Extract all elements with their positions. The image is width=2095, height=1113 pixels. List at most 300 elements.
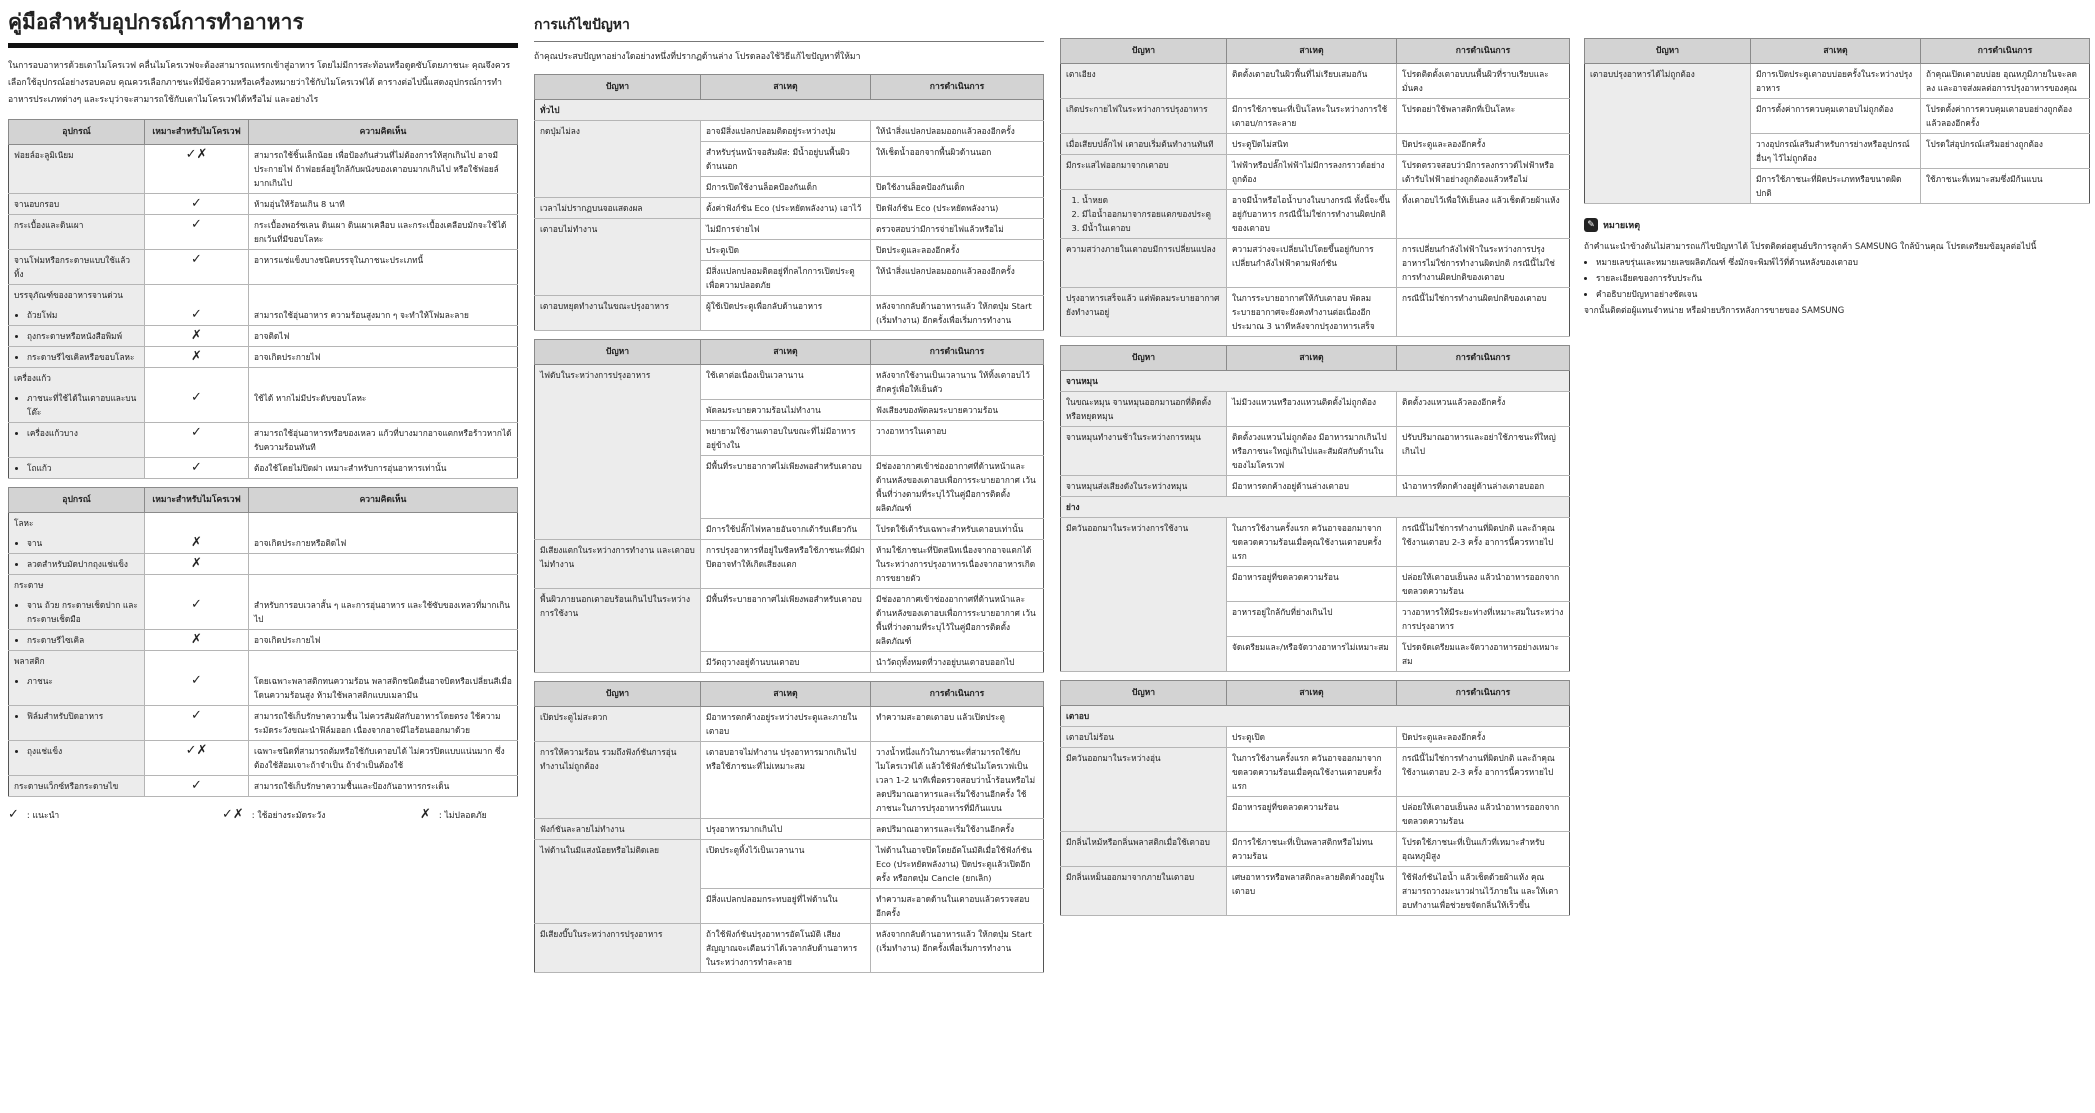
cause-cell: ไม่มีวงแหวนหรือวงแหวนติดตั้งไม่ถูกต้อง — [1227, 392, 1397, 427]
header-cause: สาเหตุ — [701, 682, 871, 707]
utensil-row — [9, 630, 518, 651]
troubleshooting-row — [535, 652, 1044, 673]
utensil-row — [9, 326, 518, 347]
cause-cell: มีการเปิดประตูเตาอบบ่อยครั้งในระหว่างปรุงอาหาร — [1751, 64, 1921, 99]
problem-cell — [535, 652, 701, 673]
action-cell: ทำความสะอาดเตาอบ แล้วเปิดประตู — [871, 707, 1044, 742]
utensil-item — [9, 388, 145, 423]
problem-cell — [1061, 190, 1227, 239]
problem-cell: พื้นผิวภายนอกเตาอบร้อนเกินไปในระหว่างการใช้งาน — [535, 589, 701, 652]
utensil-row — [9, 285, 518, 306]
troubleshooting-row — [535, 456, 1044, 519]
utensil-comment: ห้ามอุ่นให้ร้อนเกิน 8 นาที — [249, 194, 518, 215]
action-cell: ปิดฟังก์ชัน Eco (ประหยัดพลังงาน) — [871, 198, 1044, 219]
action-cell: ไฟด้านในอาจปิดโดยอัตโนมัติเมื่อใช้ฟังก์ชัน Eco (ประหยัดพลังงาน) ปิดประตูแล้วเปิดอีกครั้ง หรือกดปุ่ม Cancle (ยกเลิก) — [871, 840, 1044, 889]
troubleshooting-row — [535, 177, 1044, 198]
header-comments: ความคิดเห็น — [249, 120, 518, 145]
problem-cell: เตาเอียง — [1061, 64, 1227, 99]
problem-cell — [1585, 169, 1751, 204]
cause-cell: มีการใช้ภาชนะที่ผิดประเภทหรือขนาดผิดปกติ — [1751, 169, 1921, 204]
problem-cell — [535, 240, 701, 261]
problem-cell: เตาอบไม่ทำงาน — [535, 219, 701, 240]
utensil-row — [9, 458, 518, 479]
header-utensil: อุปกรณ์ — [9, 120, 145, 145]
utensil-item-list — [15, 329, 139, 343]
utensil-comment — [249, 513, 518, 534]
utensil-category: โลหะ — [9, 513, 145, 534]
note-icon: ✎ — [1584, 218, 1598, 232]
troubleshooting-row — [1061, 567, 1570, 602]
problem-cell — [1061, 637, 1227, 672]
utensil-comment: อาจเกิดประกายหรือติดไฟ — [249, 533, 518, 554]
cause-cell: สำหรับรุ่นหน้าจอสัมผัส: มีน้ำอยู่บนพื้นผิวด้านนอก — [701, 142, 871, 177]
utensil-item — [9, 671, 145, 706]
utensil-comment: สามารถใช้อุ่นอาหารหรือของเหลว แก้วที่บางมากอาจแตกหรือร้าวหากได้รับความร้อนทันที — [249, 423, 518, 458]
cause-cell: มีสิ่งแปลกปลอมกระทบอยู่ที่ไฟด้านใน — [701, 889, 871, 924]
troubleshooting-row — [1585, 99, 2090, 134]
problem-cell — [1061, 567, 1227, 602]
utensil-row — [9, 706, 518, 741]
note-list — [1584, 254, 2090, 302]
utensil-item-list — [15, 426, 139, 440]
utensil-item — [9, 554, 145, 575]
cause-cell: มีการใช้ภาชนะที่เป็นโลหะในระหว่างการใช้เตาอบ/การละลาย — [1227, 99, 1397, 134]
troubleshooting-table-turntable-grill — [1060, 345, 1570, 672]
section-title: การแก้ไขปัญหา — [534, 14, 1044, 42]
utensil-category: กระดาษแว็กซ์หรือกระดาษไข — [9, 776, 145, 797]
note-item: • รายละเอียดของการรับประกัน — [1596, 270, 2090, 286]
troubleshooting-row — [535, 540, 1044, 589]
action-cell: ปิดประตูและลองอีกครั้ง — [871, 240, 1044, 261]
problem-cell — [535, 456, 701, 519]
action-cell: ทิ้งเตาอบไว้เพื่อให้เย็นลง แล้วเช็ดด้วยผ้าแห้ง — [1397, 190, 1570, 239]
cause-cell: ไฟฟ้าหรือปลั๊กไฟฟ้าไม่มีการลงกราวด์อย่างถูกต้อง — [1227, 155, 1397, 190]
problem-cell: เวลาไม่ปรากฏบนจอแสดงผล — [535, 198, 701, 219]
troubleshooting-row — [535, 365, 1044, 400]
troubleshooting-row — [535, 924, 1044, 973]
utensil-row — [9, 215, 518, 250]
suitability-mark — [145, 651, 249, 672]
suitability-mark: ✗ — [145, 347, 249, 368]
action-cell: โปรดตั้งค่าการควบคุมเตาอบอย่างถูกต้องแล้วลองอีกครั้ง — [1921, 99, 2090, 134]
cause-cell: มีอาหารตกค้างอยู่ด้านล่างเตาอบ — [1227, 476, 1397, 497]
troubleshooting-table-5 — [1584, 38, 2090, 204]
action-cell: ปล่อยให้เตาอบเย็นลง แล้วนำอาหารออกจากขดลวดความร้อน — [1397, 567, 1570, 602]
action-cell: ห้ามใช้ภาชนะที่ปิดสนิทเนื่องจากอาจแตกได้ในระหว่างการปรุงอาหารเนื่องจากอาหารเกิดการขยายตัว — [871, 540, 1044, 589]
action-cell: นำวัตถุทั้งหมดที่วางอยู่บนเตาอบออกไป — [871, 652, 1044, 673]
action-cell: ปิดประตูและลองอีกครั้ง — [1397, 727, 1570, 748]
utensil-comment: สามารถใช้อุ่นอาหาร ความร้อนสูงมาก ๆ จะทำให้โฟมละลาย — [249, 305, 518, 326]
utensil-item — [9, 326, 145, 347]
suitability-mark: ✗ — [145, 533, 249, 554]
page-title: คู่มือสำหรับอุปกรณ์การทำอาหาร — [8, 6, 518, 48]
suitability-mark: ✓✗ — [145, 741, 249, 776]
troubleshooting-row — [1061, 99, 1570, 134]
action-cell: โปรดใช้เต้ารับเฉพาะสำหรับเตาอบเท่านั้น — [871, 519, 1044, 540]
problem-cell: เตาอบปรุงอาหารได้ไม่ถูกต้อง — [1585, 64, 1751, 99]
problem-cell — [1585, 134, 1751, 169]
suitability-mark — [145, 368, 249, 389]
category-heading: ทั่วไป — [535, 100, 1044, 121]
suitability-mark: ✓ — [145, 194, 249, 215]
action-cell: กรณีนี้ไม่ใช่การทำงานที่ผิดปกติ และถ้าคุณใช้งานเตาอบ 2-3 ครั้ง อาการนี้ควรหายไป — [1397, 518, 1570, 567]
action-cell: โปรดติดตั้งเตาอบบนพื้นผิวที่ราบเรียบและมั่นคง — [1397, 64, 1570, 99]
troubleshooting-row — [1061, 832, 1570, 867]
utensil-comment — [249, 651, 518, 672]
utensil-item-label: • กระดาษรีไซเคิลหรือขอบโลหะ — [27, 350, 139, 364]
cause-cell: มีการใช้ภาชนะที่เป็นพลาสติกหรือไม่ทนความร้อน — [1227, 832, 1397, 867]
utensil-comment: อาจติดไฟ — [249, 326, 518, 347]
cause-cell: วางอุปกรณ์เสริมสำหรับการย่างหรืออุปกรณ์อื่นๆ ไว้ไม่ถูกต้อง — [1751, 134, 1921, 169]
action-cell: ปรับปริมาณอาหารและอย่าใช้ภาชนะที่ใหญ่เกินไป — [1397, 427, 1570, 476]
troubleshooting-row — [535, 296, 1044, 331]
suitability-mark — [145, 513, 249, 534]
cause-cell: มีอาหารตกค้างอยู่ระหว่างประตูและภายในเตาอบ — [701, 707, 871, 742]
cause-cell: มีวัตถุวางอยู่ด้านบนเตาอบ — [701, 652, 871, 673]
cause-cell: มีการเปิดใช้งานล็อคป้องกันเด็ก — [701, 177, 871, 198]
cause-cell: ประตูปิดไม่สนิท — [1227, 134, 1397, 155]
utensil-comment — [249, 368, 518, 389]
header-problem: ปัญหา — [1061, 681, 1227, 706]
cause-cell: มีพื้นที่ระบายอากาศไม่เพียงพอสำหรับเตาอบ — [701, 456, 871, 519]
utensil-item — [9, 347, 145, 368]
action-cell: หลังจากใช้งานเป็นเวลานาน ให้ทิ้งเตาอบไว้สักครู่เพื่อให้เย็นตัว — [871, 365, 1044, 400]
utensil-item-label: • โถแก้ว — [27, 461, 139, 475]
problem-cell: เตาอบไม่ร้อน — [1061, 727, 1227, 748]
cause-cell: ในการระบายอากาศให้กับเตาอบ พัดลมระบายอากาศจะยังคงทำงานต่อเนื่องอีกประมาณ 3 นาทีหลังจากปรุงอาหารเสร็จ — [1227, 288, 1397, 337]
troubleshooting-row — [1061, 134, 1570, 155]
suitability-mark: ✓ — [145, 776, 249, 797]
header-suitable: เหมาะสำหรับไมโครเวฟ — [145, 488, 249, 513]
note-body — [1584, 238, 2090, 318]
utensil-comment: อาหารแช่แข็งบางชนิดบรรจุในภาชนะประเภทนี้ — [249, 250, 518, 285]
problem-cell: จานหมุนส่งเสียงดังในระหว่างหมุน — [1061, 476, 1227, 497]
problem-cell — [535, 177, 701, 198]
utensil-item-label: • ฟิล์มสำหรับปิดอาหาร — [27, 709, 139, 723]
troubleshooting-row — [1061, 392, 1570, 427]
troubleshooting-row — [535, 819, 1044, 840]
utensil-row — [9, 388, 518, 423]
category-heading: เตาอบ — [1061, 706, 1570, 727]
troubleshooting-row — [1061, 64, 1570, 99]
troubleshooting-row — [535, 240, 1044, 261]
cause-cell: เตาอบอาจไม่ทำงาน ปรุงอาหารมากเกินไป หรือใช้ภาชนะที่ไม่เหมาะสม — [701, 742, 871, 819]
troubleshooting-row — [1061, 797, 1570, 832]
legend — [8, 807, 518, 823]
cause-cell: ตั้งค่าฟังก์ชัน Eco (ประหยัดพลังงาน) เอาไว้ — [701, 198, 871, 219]
utensil-category: ฟอยล์อะลูมิเนียม — [9, 145, 145, 194]
utensil-item-list — [15, 308, 139, 322]
legend-recommended: ✓ : แนะนำ — [8, 807, 60, 822]
action-cell: ปล่อยให้เตาอบเย็นลง แล้วนำอาหารออกจากขดลวดความร้อน — [1397, 797, 1570, 832]
utensil-table-2 — [8, 487, 518, 797]
cause-cell: มีพื้นที่ระบายอากาศไม่เพียงพอสำหรับเตาอบ — [701, 589, 871, 652]
cause-cell: ใช้เตาต่อเนื่องเป็นเวลานาน — [701, 365, 871, 400]
utensil-item-label: • ภาชนะ — [27, 674, 139, 688]
action-cell: วางอาหารในเตาอบ — [871, 421, 1044, 456]
header-cause: สาเหตุ — [1227, 346, 1397, 371]
utensil-item-list — [15, 674, 139, 688]
suitability-mark — [145, 285, 249, 306]
troubleshooting-table-3 — [534, 681, 1044, 973]
problem-cell — [1585, 99, 1751, 134]
category-heading: ย่าง — [1061, 497, 1570, 518]
utensil-item-list — [15, 350, 139, 364]
utensil-comment: อาจเกิดประกายไฟ — [249, 347, 518, 368]
problem-cell: การให้ความร้อน รวมถึงฟังก์ชันการอุ่นทำงานไม่ถูกต้อง — [535, 742, 701, 819]
note-item: • คำอธิบายปัญหาอย่างชัดเจน — [1596, 286, 2090, 302]
header-suitable: เหมาะสำหรับไมโครเวฟ — [145, 120, 249, 145]
action-cell: มีช่องอากาศเข้าช่องอากาศที่ด้านหน้าและด้านหลังของเตาอบเพื่อการระบายอากาศ เว้นพื้นที่ว่างตามที่ระบุไว้ในคู่มือการติดตั้งผลิตภัณฑ์ — [871, 456, 1044, 519]
action-cell: โปรดใช้ภาชนะที่เป็นแก้วที่เหมาะสำหรับอุณหภูมิสูง — [1397, 832, 1570, 867]
cause-cell: ปรุงอาหารมากเกินไป — [701, 819, 871, 840]
action-cell: ลดปริมาณอาหารและเริ่มใช้งานอีกครั้ง — [871, 819, 1044, 840]
note-heading — [1584, 218, 2090, 232]
header-action: การดำเนินการ — [1397, 681, 1570, 706]
utensil-comment — [249, 575, 518, 596]
utensil-item — [9, 305, 145, 326]
cause-cell: อาจมีสิ่งแปลกปลอมติดอยู่ระหว่างปุ่ม — [701, 121, 871, 142]
utensil-row — [9, 595, 518, 630]
utensil-item-label: • จาน — [27, 536, 139, 550]
note-item: • หมายเลขรุ่นและหมายเลขผลิตภัณฑ์ ซึ่งมักจะพิมพ์ไว้ที่ด้านหลังของเตาอบ — [1596, 254, 2090, 270]
action-cell: ติดตั้งวงแหวนแล้วลองอีกครั้ง — [1397, 392, 1570, 427]
action-cell: ถ้าคุณเปิดเตาอบบ่อย อุณหภูมิภายในจะลดลง และอาจส่งผลต่อการปรุงอาหารของคุณ — [1921, 64, 2090, 99]
header-problem: ปัญหา — [535, 75, 701, 100]
action-cell: วางอาหารให้มีระยะห่างที่เหมาะสมในระหว่างการปรุงอาหาร — [1397, 602, 1570, 637]
utensil-row — [9, 651, 518, 672]
action-cell: โปรดตรวจสอบว่ามีการลงกราวด์ไฟฟ้าหรือเต้ารับไฟฟ้าอย่างถูกต้องแล้วหรือไม่ — [1397, 155, 1570, 190]
column-cooking-utensils — [8, 0, 518, 823]
problem-cell: มีกลิ่นเหม็นออกมาจากภายในเตาอบ — [1061, 867, 1227, 916]
suitability-mark: ✓ — [145, 595, 249, 630]
troubleshooting-row — [535, 889, 1044, 924]
troubleshooting-table-general — [534, 74, 1044, 331]
action-cell: วางน้ำหนึ่งแก้วในภาชนะที่สามารถใช้กับไมโครเวฟได้ แล้วใช้ฟังก์ชันไมโครเวฟเป็นเวลา 1-2 นาทีเพื่อตรวจสอบว่าน้ำร้อนหรือไม่ ลดปริมาณอาหารและเริ่มใช้งานอีกครั้ง ใช้ภาชนะในการปรุงอาหารที่มีก้นแบน — [871, 742, 1044, 819]
problem-cell: จานหมุนทำงานช้าในระหว่างการหมุน — [1061, 427, 1227, 476]
column-troubleshooting-2 — [1060, 38, 1570, 924]
action-cell: ให้นำสิ่งแปลกปลอมออกแล้วลองอีกครั้ง — [871, 261, 1044, 296]
problem-cell — [535, 519, 701, 540]
utensil-item — [9, 533, 145, 554]
header-action: การดำเนินการ — [1397, 346, 1570, 371]
troubleshooting-row — [1061, 727, 1570, 748]
cause-cell: เศษอาหารหรือพลาสติกละลายติดค้างอยู่ในเตาอบ — [1227, 867, 1397, 916]
utensil-item — [9, 706, 145, 741]
problem-cell — [1061, 797, 1227, 832]
action-cell: ตรวจสอบว่ามีการจ่ายไฟแล้วหรือไม่ — [871, 219, 1044, 240]
action-cell: กรณีนี้ไม่ใช่การทำงานผิดปกติของเตาอบ — [1397, 288, 1570, 337]
header-problem: ปัญหา — [535, 340, 701, 365]
action-cell: ฟังเสียงของพัดลมระบายความร้อน — [871, 400, 1044, 421]
utensil-item — [9, 423, 145, 458]
problem-cell: มีควันออกมาในระหว่างอุ่น — [1061, 748, 1227, 797]
header-action: การดำเนินการ — [1397, 39, 1570, 64]
action-cell: โปรดใส่อุปกรณ์เสริมอย่างถูกต้อง — [1921, 134, 2090, 169]
troubleshooting-row — [1061, 518, 1570, 567]
utensil-row — [9, 575, 518, 596]
troubleshooting-row — [1585, 64, 2090, 99]
troubleshooting-row — [535, 261, 1044, 296]
cause-cell: อาหารอยู่ใกล้กับที่ย่างเกินไป — [1227, 602, 1397, 637]
utensil-item — [9, 458, 145, 479]
troubleshooting-row — [535, 840, 1044, 889]
problem-item: 1. น้ำหยด — [1082, 193, 1221, 207]
troubleshooting-row — [1585, 134, 2090, 169]
header-problem: ปัญหา — [1585, 39, 1751, 64]
note-title: หมายเหตุ — [1603, 221, 1641, 231]
column-troubleshooting-3 — [1584, 38, 2090, 318]
action-cell: โปรดอย่าใช้พลาสติกที่เป็นโลหะ — [1397, 99, 1570, 134]
utensil-category: พลาสติก — [9, 651, 145, 672]
troubleshooting-row — [535, 742, 1044, 819]
troubleshooting-row — [535, 421, 1044, 456]
utensil-item-label: • ถุงแช่แข็ง — [27, 744, 139, 758]
utensil-row — [9, 671, 518, 706]
utensil-comment: กระเบื้องพอร์ซเลน ดินเผา ดินเผาเคลือบ และกระเบื้องเคลือบมักจะใช้ได้ ยกเว้นที่มีขอบโลหะ — [249, 215, 518, 250]
troubleshooting-table-2 — [534, 339, 1044, 673]
utensil-comment: เฉพาะชนิดที่สามารถต้มหรือใช้กับเตาอบได้ ไม่ควรปิดแบบแน่นมาก ซึ่งต้องใช้ส้อมเจาะถ้าจำเป็น ถ้าจำเป็นต้องใช้ — [249, 741, 518, 776]
utensil-comment — [249, 285, 518, 306]
utensil-comment: โดยเฉพาะพลาสติกทนความร้อน พลาสติกชนิดอื่นอาจบิดหรือเปลี่ยนสีเมื่อโดนความร้อนสูง ห้ามใช้พลาสติกแบบเมลามีน — [249, 671, 518, 706]
utensil-item-list — [15, 536, 139, 550]
cause-cell: อาจมีน้ำหรือไอน้ำบางในบางกรณี ทั้งนี้จะขึ้นอยู่กับอาหาร กรณีนี้ไม่ใช่การทำงานผิดปกติของเตาอบ — [1227, 190, 1397, 239]
cause-cell: จัดเตรียมและ/หรือจัดวางอาหารไม่เหมาะสม — [1227, 637, 1397, 672]
utensil-row — [9, 368, 518, 389]
cause-cell: ประตูเปิด — [1227, 727, 1397, 748]
utensil-row — [9, 513, 518, 534]
problem-cell: ปรุงอาหารเสร็จแล้ว แต่พัดลมระบายอากาศยังทำงานอยู่ — [1061, 288, 1227, 337]
utensil-category: บรรจุภัณฑ์ของอาหารจานด่วน — [9, 285, 145, 306]
utensil-row — [9, 741, 518, 776]
cause-cell: พยายามใช้งานเตาอบในขณะที่ไม่มีอาหารอยู่ข้างใน — [701, 421, 871, 456]
cause-cell: ผู้ใช้เปิดประตูเพื่อกลับด้านอาหาร — [701, 296, 871, 331]
action-cell: มีช่องอากาศเข้าช่องอากาศที่ด้านหน้าและด้านหลังของเตาอบเพื่อการระบายอากาศ เว้นพื้นที่ว่างตามที่ระบุไว้ในคู่มือการติดตั้งผลิตภัณฑ์ — [871, 589, 1044, 652]
utensil-item-label: • ถุงกระดาษหรือหนังสือพิมพ์ — [27, 329, 139, 343]
utensil-comment: สามารถใช้เก็บรักษาความชื้น ไม่ควรสัมผัสกับอาหารโดยตรง ใช้ความระมัดระวังขณะนำฟิล์มออก เนื่องจากอาจมีไอร้อนออกมาด้วย — [249, 706, 518, 741]
troubleshooting-row — [1061, 288, 1570, 337]
suitability-mark: ✓ — [145, 458, 249, 479]
suitability-mark: ✗ — [145, 326, 249, 347]
troubleshooting-row — [1061, 190, 1570, 239]
troubleshooting-row — [535, 198, 1044, 219]
utensil-category: จานอบกรอบ — [9, 194, 145, 215]
troubleshooting-row — [1061, 371, 1570, 392]
action-cell: หลังจากกลับด้านอาหารแล้ว ให้กดปุ่ม Start (เริ่มทำงาน) อีกครั้งเพื่อเริ่มการทำงาน — [871, 296, 1044, 331]
suitability-mark: ✓✗ — [145, 145, 249, 194]
header-action: การดำเนินการ — [1921, 39, 2090, 64]
utensil-item-label: • ลวดสำหรับมัดปากถุงแช่แข็ง — [27, 557, 139, 571]
troubleshooting-table-oven — [1060, 680, 1570, 916]
utensil-item-label: • กระดาษรีไซเคิล — [27, 633, 139, 647]
action-cell: โปรดจัดเตรียมและจัดวางอาหารอย่างเหมาะสม — [1397, 637, 1570, 672]
category-heading: จานหมุน — [1061, 371, 1570, 392]
action-cell: หลังจากกลับด้านอาหารแล้ว ให้กดปุ่ม Start (เริ่มทำงาน) อีกครั้งเพื่อเริ่มการทำงาน — [871, 924, 1044, 973]
suitability-mark: ✓ — [145, 388, 249, 423]
action-cell: ปิดใช้งานล็อคป้องกันเด็ก — [871, 177, 1044, 198]
header-cause: สาเหตุ — [1751, 39, 1921, 64]
problem-item: 3. มีน้ำในเตาอบ — [1082, 221, 1221, 235]
header-problem: ปัญหา — [535, 682, 701, 707]
troubleshooting-row — [535, 589, 1044, 652]
troubleshooting-row — [535, 100, 1044, 121]
utensil-category: กระดาษ — [9, 575, 145, 596]
suitability-mark: ✓ — [145, 305, 249, 326]
problem-cell — [1061, 602, 1227, 637]
suitability-mark — [145, 575, 249, 596]
utensil-item-list — [15, 557, 139, 571]
troubleshooting-row — [1061, 602, 1570, 637]
cause-cell: มีการใช้ปลั๊กไฟหลายอันจากเต้ารับเดียวกัน — [701, 519, 871, 540]
legend-use-caution: ✓✗ : ใช้อย่างระมัดระวัง — [222, 807, 326, 822]
troubleshooting-row — [1061, 427, 1570, 476]
header-action: การดำเนินการ — [871, 75, 1044, 100]
troubleshooting-row — [1061, 637, 1570, 672]
utensil-row — [9, 554, 518, 575]
problem-cell: ในขณะหมุน จานหมุนออกมานอกที่ติดตั้งหรือหยุดหมุน — [1061, 392, 1227, 427]
utensil-row — [9, 423, 518, 458]
action-cell: ใช้ฟังก์ชันไอน้ำ แล้วเช็ดด้วยผ้าแห้ง คุณสามารถวางมะนาวฝานไว้ภายใน และให้เตาอบทำงานเพื่อช่วยขจัดกลิ่นให้เร็วขึ้น — [1397, 867, 1570, 916]
troubleshooting-row — [535, 121, 1044, 142]
troubleshooting-row — [535, 400, 1044, 421]
utensil-item-list — [15, 598, 139, 626]
problem-cell: มีควันออกมาในระหว่างการใช้งาน — [1061, 518, 1227, 567]
header-cause: สาเหตุ — [1227, 681, 1397, 706]
utensil-item-list — [15, 461, 139, 475]
utensil-row — [9, 347, 518, 368]
problem-cell: กดปุ่มไม่ลง — [535, 121, 701, 142]
cause-cell: ไม่มีการจ่ายไฟ — [701, 219, 871, 240]
problem-cell: เกิดประกายไฟในระหว่างการปรุงอาหาร — [1061, 99, 1227, 134]
troubleshooting-row — [535, 519, 1044, 540]
utensil-category: จานโฟมหรือกระดาษแบบใช้แล้วทิ้ง — [9, 250, 145, 285]
cause-cell: ติดตั้งเตาอบในผิวพื้นที่ไม่เรียบเสมอกัน — [1227, 64, 1397, 99]
problem-item: 2. มีไอน้ำออกมาจากรอยแตกของประตู — [1082, 207, 1221, 221]
problem-cell — [535, 400, 701, 421]
cause-cell: ในการใช้งานครั้งแรก ควันอาจออกมาจากขดลวดความร้อนเมื่อคุณใช้งานเตาอบครั้งแรก — [1227, 748, 1397, 797]
cause-cell: การปรุงอาหารที่อยู่ในซีลหรือใช้ภาชนะที่มีฝาปิดอาจทำให้เกิดเสียงแตก — [701, 540, 871, 589]
utensil-row — [9, 145, 518, 194]
cause-cell: มีสิ่งแปลกปลอมติดอยู่ที่กลไกการเปิดประตูเพื่อความปลอดภัย — [701, 261, 871, 296]
action-cell: ใช้ภาชนะที่เหมาะสมซึ่งมีก้นแบน — [1921, 169, 2090, 204]
header-problem: ปัญหา — [1061, 346, 1227, 371]
header-action: การดำเนินการ — [871, 340, 1044, 365]
utensil-item-label: • เครื่องแก้วบาง — [27, 426, 139, 440]
cause-cell: ถ้าใช้ฟังก์ชันปรุงอาหารอัตโนมัติ เสียงสัญญาณจะเตือนว่าได้เวลากลับด้านอาหารในระหว่างการทำละลาย — [701, 924, 871, 973]
troubleshooting-row — [535, 219, 1044, 240]
troubleshooting-row — [1061, 155, 1570, 190]
troubleshooting-row — [1061, 867, 1570, 916]
troubleshooting-row — [1061, 476, 1570, 497]
header-problem: ปัญหา — [1061, 39, 1227, 64]
suitability-mark: ✓ — [145, 250, 249, 285]
utensil-comment: สำหรับการอบเวลาสั้น ๆ และการอุ่นอาหาร และใช้ซับของเหลวที่มากเกินไป — [249, 595, 518, 630]
problem-cell: มีกลิ่นไหม้หรือกลิ่นพลาสติกเมื่อใช้เตาอบ — [1061, 832, 1227, 867]
troubleshooting-row — [1585, 169, 2090, 204]
utensil-item-list — [15, 633, 139, 647]
action-cell: การเปลี่ยนกำลังไฟฟ้าในระหว่างการปรุงอาหารไม่ใช่การทำงานผิดปกติ กรณีนี้ไม่ใช่การทำงานผิดปกติของเตาอบ — [1397, 239, 1570, 288]
utensil-comment: ต้องใช้โดยไม่ปิดฝา เหมาะสำหรับการอุ่นอาหารเท่านั้น — [249, 458, 518, 479]
header-comments: ความคิดเห็น — [249, 488, 518, 513]
utensil-table-1 — [8, 119, 518, 479]
troubleshooting-intro: ถ้าคุณประสบปัญหาอย่างใดอย่างหนึ่งที่ปรากฏด้านล่าง โปรดลองใช้วิธีแก้ไขปัญหาที่ให้มา — [534, 52, 861, 62]
action-cell: กรณีนี้ไม่ใช่การทำงานที่ผิดปกติ และถ้าคุณใช้งานเตาอบ 2-3 ครั้ง อาการนี้ควรหายไป — [1397, 748, 1570, 797]
troubleshooting-row — [1061, 706, 1570, 727]
utensil-item-label: • จาน ถ้วย กระดาษเช็ดปาก และกระดาษเช็ดมือ — [27, 598, 139, 626]
problem-cell — [535, 142, 701, 177]
header-action: การดำเนินการ — [871, 682, 1044, 707]
problem-cell: มีกระแสไฟออกมาจากเตาอบ — [1061, 155, 1227, 190]
